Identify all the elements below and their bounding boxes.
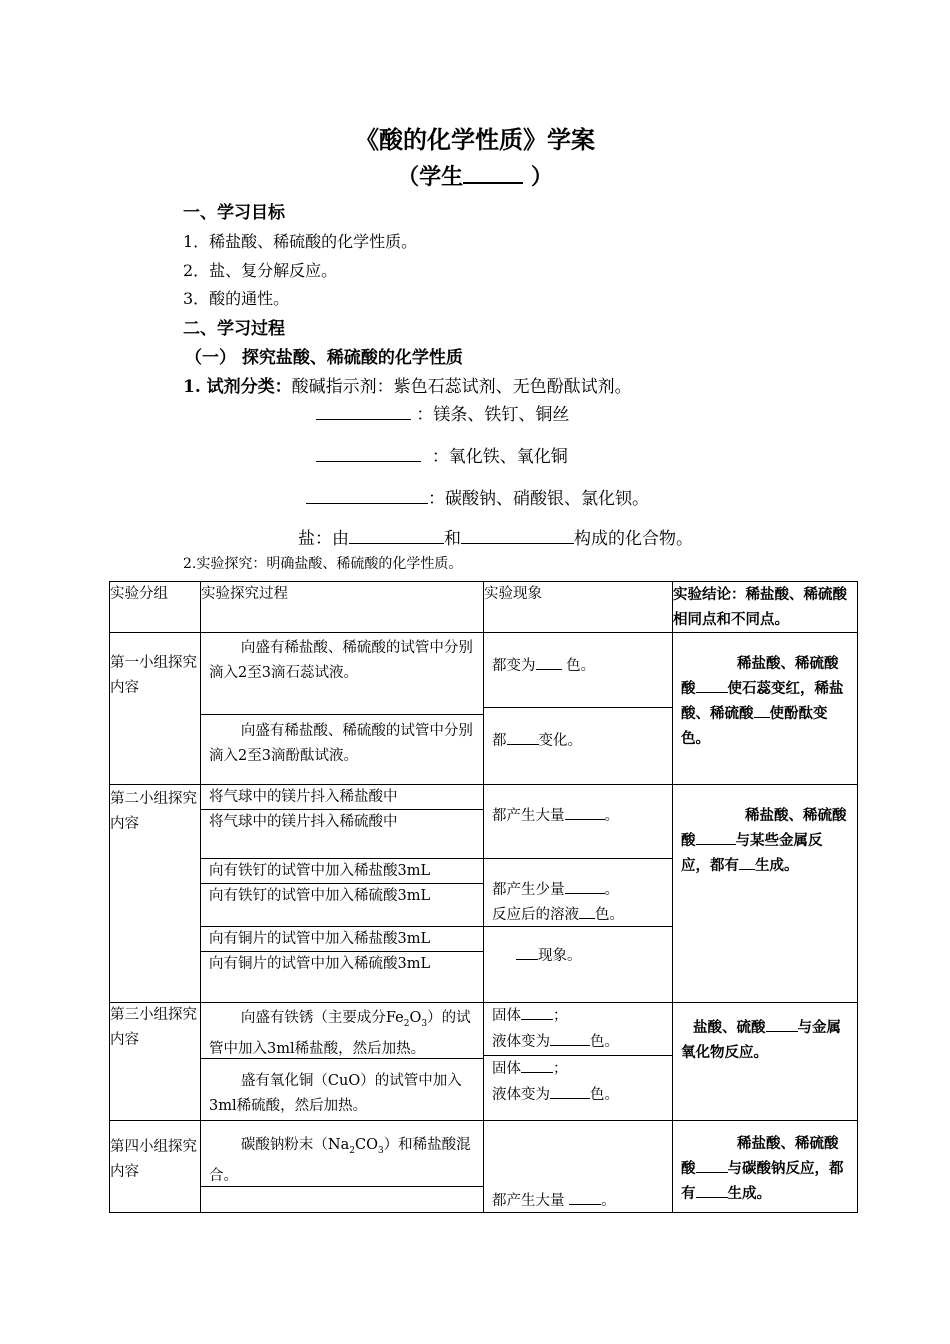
group-name: 第三小组探究内容 [110,1003,201,1121]
subtitle-prefix: （学生 [397,164,464,190]
answer-blank[interactable] [696,1181,728,1198]
observation-cell [484,785,673,1003]
conclusion-cell [673,1003,858,1121]
observation: 现象。 [484,927,672,965]
step-text: 向盛有稀盐酸、稀硫酸的试管中分别滴入2至3滴酚酞试液。 [209,723,473,764]
step-text: 将气球中的镁片抖入稀硫酸中 [201,810,483,859]
observation: 都产生大量 。 [484,1188,672,1212]
table-row [110,1003,858,1121]
conclusion: 稀盐酸、稀硫酸酸 与某些金属反应，都有 生成。 [681,807,847,874]
conclusion-cell [673,633,858,785]
subtitle-suffix: ） [530,164,553,190]
observation: 都 变化。 [484,708,672,750]
experiment-intro: 2.实验探究：明确盐酸、稀硫酸的化学性质。 [183,556,463,572]
answer-blank[interactable] [521,1056,553,1073]
goal-item: 1．稀盐酸、稀硫酸的化学性质。 [183,232,418,251]
header-cell: 实验探究过程 [201,582,484,633]
reagent-blank[interactable] [306,487,428,504]
student-name-line [0,160,950,191]
answer-blank[interactable] [739,853,755,870]
goal-item: 2．盐、复分解反应。 [183,261,338,280]
reagent-text: ：氧化铁、氧化铜 [431,447,568,467]
step-text: 碳酸钠粉末$(Na_2CO_3)$和稀盐酸混合。 [201,1121,483,1187]
reagent-blank[interactable] [316,445,421,462]
table-header-row [110,582,858,633]
page-title: 《酸的化学性质》学案 [355,125,595,154]
observation-cell [484,633,673,785]
observation: 都产生少量 。 反应后的溶液 色。 [484,859,672,927]
group-name: 第一小组探究内容 [110,633,201,785]
answer-blank[interactable] [696,676,728,693]
answer-blank[interactable] [550,1029,590,1046]
observation: 固体 ； 液体变为 色。 [484,1056,672,1108]
steps-cell [201,785,484,1003]
reagent-blank-line [306,484,649,509]
answer-blank[interactable] [550,1082,590,1099]
answer-blank[interactable] [507,728,539,745]
answer-blank[interactable] [569,1188,601,1205]
subsection-heading: （一） 探究盐酸、稀硫酸的化学性质 [185,348,463,368]
salt-text: 和 [444,529,461,549]
section1-heading: 一、学习目标 [183,203,285,223]
reagent-text: ：碳酸钠、硝酸银、氯化钡。 [428,489,649,509]
experiment-table [109,581,858,1213]
step-text: 向有铁钉的试管中加入稀盐酸3mL [201,859,483,884]
answer-blank[interactable] [696,1156,728,1173]
observation-cell [484,1003,673,1121]
reagent-text: 酸碱指示剂：紫色石蕊试剂、无色酚酞试剂。 [291,377,632,397]
empty-step [201,1187,483,1211]
header-cell: 实验现象 [484,582,673,633]
reagent-line [183,372,632,397]
salt-text: 盐：由 [298,529,349,549]
answer-blank[interactable] [766,1015,798,1032]
step-text: 盛有氧化铜（CuO）的试管中加入3ml稀硫酸，然后加热。 [209,1073,462,1114]
salt-definition [298,524,693,549]
steps-cell [201,1121,484,1213]
reagent-blank-line [316,400,569,425]
group-name: 第四小组探究内容 [110,1121,201,1213]
step-text: 向盛有铁锈（主要成分$Fe_2O_3$）的试管中加入3ml稀盐酸，然后加热。 [201,1003,483,1059]
answer-blank[interactable] [536,653,562,670]
table-row [110,633,858,785]
salt-blank[interactable] [349,527,444,544]
student-name-blank[interactable] [463,166,523,184]
observation-cell [484,1121,673,1213]
observation: 固体 ； 液体变为 色。 [484,1003,672,1056]
reagent-label: 1. 试剂分类： [183,377,292,397]
answer-blank[interactable] [565,877,605,894]
answer-blank[interactable] [516,943,538,960]
conclusion: 盐酸、硫酸 与金属氧化物反应。 [673,1003,857,1071]
group-name: 第二小组探究内容 [110,785,201,1003]
salt-text: 构成的化合物。 [574,529,693,549]
observation: 都产生大量 。 [484,785,672,859]
step-text: 向有铜片的试管中加入稀硫酸3mL [209,956,431,972]
reagent-text: ：镁条、铁钉、铜丝 [416,405,570,425]
step-text: 将气球中的镁片抖入稀盐酸中 [201,785,483,810]
conclusion-cell [673,785,858,1003]
conclusion: 稀盐酸、稀硫酸酸 使石蕊变红，稀盐酸、稀硫酸 使酚酞变色。 [681,655,844,747]
conclusion-cell [673,1121,858,1213]
observation: 都变为 色。 [484,633,672,708]
reagent-blank-line [316,442,568,467]
conclusion: 稀盐酸、稀硫酸酸 与碳酸钠反应，都有 生成。 [681,1135,844,1202]
answer-blank[interactable] [579,902,595,919]
step-text: 向盛有稀盐酸、稀硫酸的试管中分别滴入2至3滴石蕊试液。 [201,633,483,715]
answer-blank[interactable] [754,701,770,718]
table-row [110,785,858,1003]
salt-blank[interactable] [461,527,574,544]
reagent-blank[interactable] [316,403,411,420]
section2-heading: 二、学习过程 [183,319,285,339]
table-row [110,1121,858,1213]
goal-item: 3．酸的通性。 [183,289,290,308]
header-cell: 实验分组 [110,582,201,633]
header-cell: 实验结论：稀盐酸、稀硫酸相同点和不同点。 [673,582,858,633]
steps-cell [201,633,484,785]
step-text: 向有铜片的试管中加入稀盐酸3mL [201,927,483,952]
answer-blank[interactable] [696,828,736,845]
step-text: 向有铁钉的试管中加入稀硫酸3mL [201,884,483,927]
steps-cell [201,1003,484,1121]
answer-blank[interactable] [565,803,605,820]
answer-blank[interactable] [521,1003,553,1020]
